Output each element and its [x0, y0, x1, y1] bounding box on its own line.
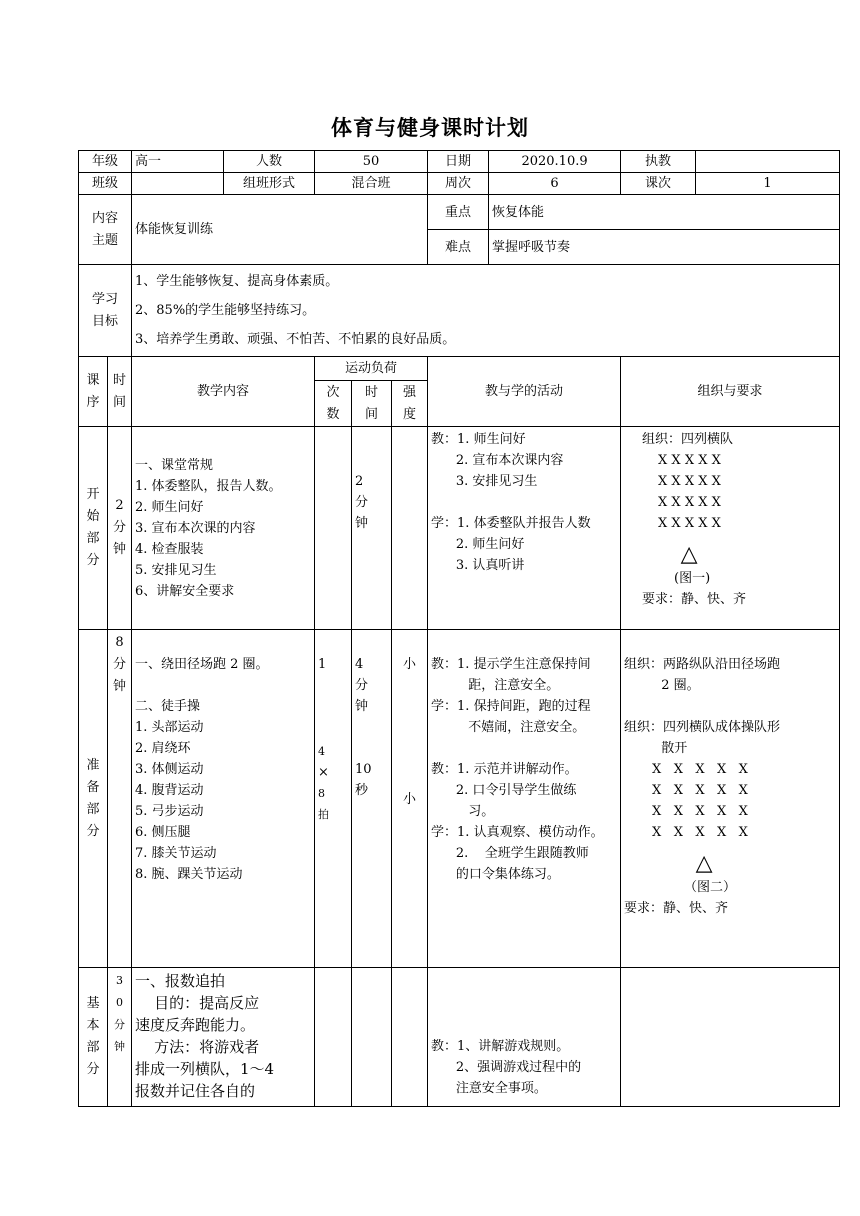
- list-item: 速度反奔跑能力。: [135, 1016, 256, 1034]
- basic-content: [132, 968, 315, 1107]
- list-item: 排成一列横队，1～4: [135, 1060, 275, 1078]
- list-item: 目的：提高反应: [135, 994, 260, 1012]
- goals-list: [132, 265, 840, 357]
- goals-label: 学习 目标: [79, 265, 132, 357]
- prep-content: [132, 630, 315, 968]
- lesson-label: 课次: [621, 173, 696, 195]
- list-item: 4. 检查服装: [135, 541, 204, 557]
- start-intensity: [392, 427, 428, 630]
- list-item: 2. 师生问好: [135, 499, 204, 515]
- list-item: 8. 腕、踝关节运动: [135, 867, 243, 882]
- list-item: 5. 安排见习生: [135, 562, 217, 578]
- theme-label: 内容 主题: [79, 195, 132, 265]
- activity-line: 2、强调游戏过程中的: [431, 1060, 582, 1075]
- prep-organization: [621, 630, 840, 968]
- list-item: 方法：将游戏者: [135, 1038, 260, 1056]
- requirement: 要求：静、快、齐: [624, 901, 729, 916]
- activity-line: 3. 安排见习生: [431, 474, 538, 489]
- col-org: 组织与要求: [621, 357, 840, 427]
- activity-line: 2. 宣布本次课内容: [431, 453, 564, 468]
- activity-line: 学：1. 保持间距，跑的过程: [431, 699, 591, 714]
- difficulty-label: 难点: [428, 230, 489, 265]
- prep-intensity: 小 小: [392, 630, 428, 968]
- start-organization: [621, 427, 840, 630]
- col-intensity: 强 度: [392, 381, 428, 427]
- list-item: 一、报数追拍: [135, 972, 226, 990]
- grade-label: 年级: [79, 151, 132, 173]
- lesson-plan-table: [78, 150, 840, 1107]
- list-item: 2. 肩绕环: [135, 741, 191, 756]
- activity-line: 不嬉闹，注意安全。: [431, 720, 586, 735]
- lesson-value: 1: [696, 173, 840, 195]
- form-label: 组班形式: [224, 173, 315, 195]
- activity-line: 习。: [431, 804, 495, 819]
- requirement: 要求：静、快、齐: [642, 592, 747, 607]
- col-load: 运动负荷: [315, 357, 428, 381]
- difficulty-value: 掌握呼吸节奏: [489, 230, 840, 265]
- activity-line: 注意安全事项。: [431, 1081, 547, 1096]
- formation-row: X X X X X: [652, 762, 748, 777]
- activity-line: 2. 口令引导学生做练: [431, 783, 577, 798]
- org-line: 2 圈。: [624, 678, 700, 693]
- start-reps: [315, 427, 352, 630]
- activity-line: 教：1、讲解游戏规则。: [431, 1039, 570, 1054]
- basic-time: 3 0 分 钟: [108, 968, 132, 1107]
- activity-line: 教：1. 示范并讲解动作。: [431, 762, 578, 777]
- activity-line: 教：1. 师生问好: [431, 432, 526, 447]
- col-duration: 时 间: [352, 381, 392, 427]
- org-line: 组织：四列横队成体操队形: [624, 720, 781, 735]
- list-item: 6、讲解安全要求: [135, 583, 235, 599]
- list-item: 6. 侧压腿: [135, 825, 191, 840]
- list-item: 7. 膝关节运动: [135, 846, 217, 861]
- count-value: 50: [315, 151, 428, 173]
- goal-item: 1、学生能够恢复、提高身体素质。: [135, 274, 339, 289]
- list-item: 二、徒手操: [135, 699, 201, 714]
- org-line: 组织：两路纵队沿田径场跑: [624, 657, 781, 672]
- form-value: 混合班: [315, 173, 428, 195]
- formation-row: X X X X X: [658, 453, 721, 468]
- activity-line: 距，注意安全。: [431, 678, 560, 693]
- formation-row: X X X X X: [658, 516, 721, 531]
- formation-row: X X X X X: [658, 495, 721, 510]
- activity-line: 学：1. 体委整队并报告人数: [431, 516, 591, 531]
- list-item: 一、绕田径场跑 2 圈。: [135, 657, 269, 672]
- org-line: 散开: [624, 741, 688, 756]
- grade-value: 高一: [132, 151, 224, 173]
- key-point-value: 恢复体能: [489, 195, 840, 230]
- date-value: 2020.10.9: [489, 151, 621, 173]
- list-item: 1. 体委整队，报告人数。: [135, 478, 282, 494]
- col-activities: 教与学的活动: [428, 357, 621, 427]
- formation-row: X X X X X: [652, 825, 748, 840]
- formation-row: X X X X X: [658, 474, 721, 489]
- key-point-label: 重点: [428, 195, 489, 230]
- basic-organization: [621, 968, 840, 1107]
- teacher-triangle-icon: △: [695, 851, 713, 876]
- figure-caption: (图一): [674, 571, 711, 586]
- theme-value: 体能恢复训练: [132, 195, 428, 265]
- basic-reps: [315, 968, 352, 1107]
- teacher-value: [696, 151, 840, 173]
- basic-intensity: [392, 968, 428, 1107]
- list-item: 报数并记住各自的: [135, 1082, 256, 1100]
- teacher-triangle-icon: △: [680, 542, 698, 567]
- activity-line: 2. 师生问好: [431, 537, 525, 552]
- prep-activities: [428, 630, 621, 968]
- list-item: 1. 头部运动: [135, 720, 204, 735]
- prep-time: 8 分 钟: [108, 630, 132, 968]
- start-time: 2 分 钟: [108, 427, 132, 630]
- activity-line: 教：1. 提示学生注意保持间: [431, 657, 591, 672]
- activity-line: 的口令集体练习。: [431, 867, 560, 882]
- date-label: 日期: [428, 151, 489, 173]
- week-label: 周次: [428, 173, 489, 195]
- prep-seq: 准 备 部 分: [79, 630, 108, 968]
- formation-row: X X X X X: [652, 783, 748, 798]
- list-item: 3. 宣布本次课的内容: [135, 520, 256, 536]
- basic-duration: [352, 968, 392, 1107]
- basic-seq: 基 本 部 分: [79, 968, 108, 1107]
- page-title: 体育与健身课时计划: [331, 116, 529, 140]
- col-time: 时 间: [108, 357, 132, 427]
- list-item: 一、课堂常规: [135, 457, 214, 473]
- goal-item: 2、85%的学生能够坚持练习。: [135, 303, 316, 318]
- col-seq: 课 序: [79, 357, 108, 427]
- start-activities: [428, 427, 621, 630]
- formation-row: X X X X X: [652, 804, 748, 819]
- class-label: 班级: [79, 173, 132, 195]
- basic-activities: [428, 968, 621, 1107]
- start-duration: 2 分 钟: [352, 427, 392, 630]
- activity-line: 2. 全班学生跟随教师: [431, 846, 589, 861]
- list-item: 5. 弓步运动: [135, 804, 204, 819]
- start-seq: 开 始 部 分: [79, 427, 108, 630]
- activity-line: 3. 认真听讲: [431, 558, 525, 573]
- class-value: [132, 173, 224, 195]
- list-item: 4. 腹背运动: [135, 783, 204, 798]
- week-value: 6: [489, 173, 621, 195]
- col-content: 教学内容: [132, 357, 315, 427]
- goal-item: 3、培养学生勇敢、顽强、不怕苦、不怕累的良好品质。: [135, 332, 456, 347]
- list-item: 3. 体侧运动: [135, 762, 204, 777]
- col-reps: 次 数: [315, 381, 352, 427]
- prep-reps: 1 4 × 8 拍: [315, 630, 352, 968]
- start-content: [132, 427, 315, 630]
- count-label: 人数: [224, 151, 315, 173]
- teacher-label: 执教: [621, 151, 696, 173]
- activity-line: 学：1. 认真观察、模仿动作。: [431, 825, 604, 840]
- org-title: 组织：四列横队: [642, 432, 734, 447]
- figure-caption: （图二）: [684, 880, 737, 895]
- prep-duration: 4 分 钟 10 秒: [352, 630, 392, 968]
